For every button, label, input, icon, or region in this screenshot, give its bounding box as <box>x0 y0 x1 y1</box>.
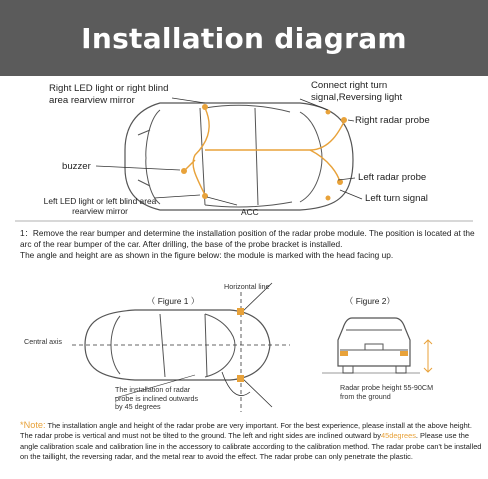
height-arrow <box>424 340 432 372</box>
figure1-title: （ Figure 1 ） <box>147 296 200 306</box>
note-highlight: 45degrees <box>380 431 416 441</box>
top-car-drawing <box>125 103 353 210</box>
note-text-b: . Please use the angle calibration scale and calibration line in the accessory to calibrate according to the calibration method. The radar probe can't be installed on the taillight, the reversing radar, and the metal rear to avoid the effect. The radar probe can only penetrate the plastic. <box>20 431 482 462</box>
figure2-car-drawing <box>338 318 410 373</box>
label-left-turn-signal: Left turn signal <box>365 193 428 204</box>
figure1-central-axis-label: Central axis <box>24 337 62 346</box>
label-left-led-mirror: Left LED light or left blind area rearview mirror <box>43 196 157 216</box>
note-block <box>20 420 482 463</box>
figure2-caption: Radar probe height 55-90CM from the ground <box>340 383 434 401</box>
label-buzzer: buzzer <box>62 161 91 172</box>
figure1-caption: The installation of radar probe is inclined outwards by 45 degrees <box>115 385 199 412</box>
instruction-step1: 1：Remove the rear bumper and determine the installation position of the radar probe module. The position is located at the arc of the rear bumper of the car. After drilling, the base of the probe bracket is installed. <box>20 228 475 250</box>
figure1-horizontal-line-label: Horizontal line <box>224 282 270 291</box>
label-connect-turn-signal: Connect right turn signal,Reversing light <box>311 80 403 103</box>
instructions-block <box>20 228 480 262</box>
label-left-radar-probe: Left radar probe <box>358 172 427 183</box>
label-acc: ACC <box>241 207 259 217</box>
figure2-title: （ Figure 2） <box>345 296 395 306</box>
figure2-probes <box>340 351 408 356</box>
page-title: Installation diagram <box>81 22 407 55</box>
leader-lines <box>96 98 362 205</box>
note-label: *Note: <box>20 420 46 430</box>
label-right-radar-probe: Right radar probe <box>355 115 430 126</box>
wiring-lines <box>185 108 345 195</box>
note-text-a: The installation angle and height of the radar probe are very important. For the best experience, please install at the above height. The radar probe is vertical and must not be tilted to the ground. The left and right sides are inclined outward by <box>20 421 472 441</box>
instruction-step2: The angle and height are as shown in the figure below: the module is marked with the head facing up. <box>20 250 394 261</box>
label-right-led-mirror: Right LED light or right blind area rearview mirror <box>49 83 169 106</box>
